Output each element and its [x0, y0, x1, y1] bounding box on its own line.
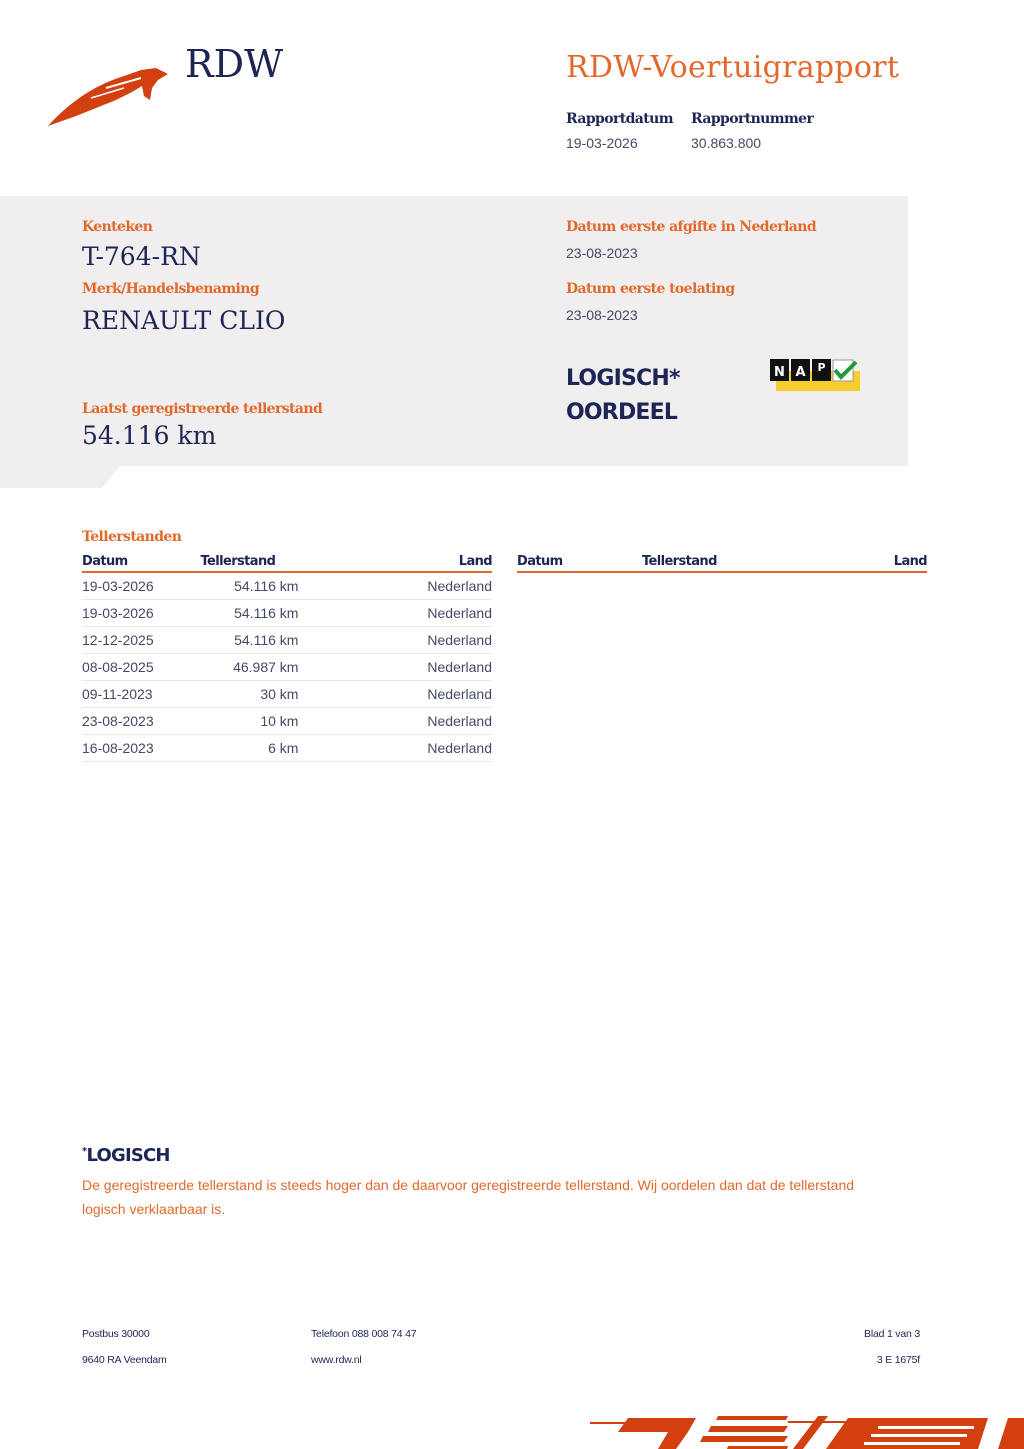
column-header-country: Land: [298, 553, 492, 572]
row-odometer: 54.116 km: [201, 572, 299, 600]
table-row: [82, 600, 492, 627]
table-row: [82, 735, 492, 762]
row-odometer: 54.116 km: [201, 627, 299, 654]
make-value: RENAULT CLIO: [82, 306, 286, 335]
column-header-country: Land: [742, 553, 927, 572]
footer-address-line1: Postbus 30000: [82, 1328, 150, 1340]
row-country: Nederland: [298, 735, 492, 762]
decorative-stripes-icon: [588, 1408, 1024, 1449]
odometer-history-table: [82, 553, 492, 762]
table-header-row: [82, 553, 492, 572]
row-odometer: 30 km: [201, 681, 299, 708]
table-row: [82, 708, 492, 735]
svg-text:P: P: [817, 361, 826, 374]
report-date: 19-03-2026: [566, 135, 638, 151]
footer-page-number: Blad 1 van 3: [864, 1328, 920, 1340]
svg-text:A: A: [795, 365, 806, 380]
table-header-row: [517, 553, 927, 572]
make-label: Merk/Handelsbenaming: [82, 281, 260, 297]
footnote-star: *: [82, 1146, 87, 1157]
row-date: 08-08-2025: [82, 654, 201, 681]
table-row: [82, 654, 492, 681]
footer-website-link[interactable]: www.rdw.nl: [311, 1354, 362, 1366]
footer-phone: Telefoon 088 008 74 47: [311, 1328, 417, 1340]
column-header-odometer: Tellerstand: [201, 553, 299, 572]
column-header-odometer: Tellerstand: [642, 553, 742, 572]
odometer-label: Laatst geregistreerde tellerstand: [82, 401, 323, 417]
first-issue-nl-label: Datum eerste afgifte in Nederland: [566, 219, 817, 235]
plate-label: Kenteken: [82, 219, 153, 235]
report-number: 30.863.800: [691, 135, 762, 151]
row-date: 16-08-2023: [82, 735, 201, 762]
odometer-history-title: Tellerstanden: [82, 529, 182, 545]
row-date: 09-11-2023: [82, 681, 201, 708]
report-title: RDW-Voertuigrapport: [566, 50, 900, 85]
row-odometer: 46.987 km: [201, 654, 299, 681]
row-date: 23-08-2023: [82, 708, 201, 735]
first-admission-label: Datum eerste toelating: [566, 281, 735, 297]
footer-address-line2: 9640 RA Veendam: [82, 1354, 167, 1366]
row-country: Nederland: [298, 600, 492, 627]
row-odometer: 6 km: [201, 735, 299, 762]
nap-check-icon: [768, 357, 862, 393]
row-odometer: 54.116 km: [201, 600, 299, 627]
first-admission-value: 23-08-2023: [566, 307, 638, 323]
footnote-title: [82, 1145, 170, 1166]
row-country: Nederland: [298, 708, 492, 735]
row-country: Nederland: [298, 572, 492, 600]
footnote-text: De geregistreerde tellerstand is steeds hoger dan de daarvoor geregistreerde tellerstand. Wij oordelen dan dat de tellerstand logisch verklaarbaar is.: [82, 1177, 855, 1217]
plate-value: T-764-RN: [82, 242, 201, 271]
odometer-value: 54.116 km: [82, 421, 217, 450]
row-country: Nederland: [298, 627, 492, 654]
odometer-history-table-right: [517, 553, 927, 573]
table-row: [82, 627, 492, 654]
verdict-line-2: OORDEEL: [566, 400, 678, 425]
rdw-logo-icon: [46, 66, 170, 130]
brand-name: RDW: [185, 42, 284, 86]
report-number-label: Rapportnummer: [691, 111, 814, 127]
first-issue-nl-value: 23-08-2023: [566, 245, 638, 261]
footer-document-code: 3 E 1675f: [876, 1354, 920, 1366]
column-header-date: Datum: [517, 553, 642, 572]
panel-notch: [0, 466, 120, 488]
report-date-label: Rapportdatum: [566, 111, 673, 127]
svg-text:N: N: [774, 365, 785, 380]
row-date: 12-12-2025: [82, 627, 201, 654]
table-row: [82, 572, 492, 600]
row-date: 19-03-2026: [82, 600, 201, 627]
row-country: Nederland: [298, 654, 492, 681]
row-date: 19-03-2026: [82, 572, 201, 600]
verdict-line-1: LOGISCH*: [566, 366, 680, 391]
row-country: Nederland: [298, 681, 492, 708]
row-odometer: 10 km: [201, 708, 299, 735]
verdict: [566, 362, 680, 430]
footnote-title-text: LOGISCH: [86, 1145, 170, 1166]
table-row: [82, 681, 492, 708]
column-header-date: Datum: [82, 553, 201, 572]
